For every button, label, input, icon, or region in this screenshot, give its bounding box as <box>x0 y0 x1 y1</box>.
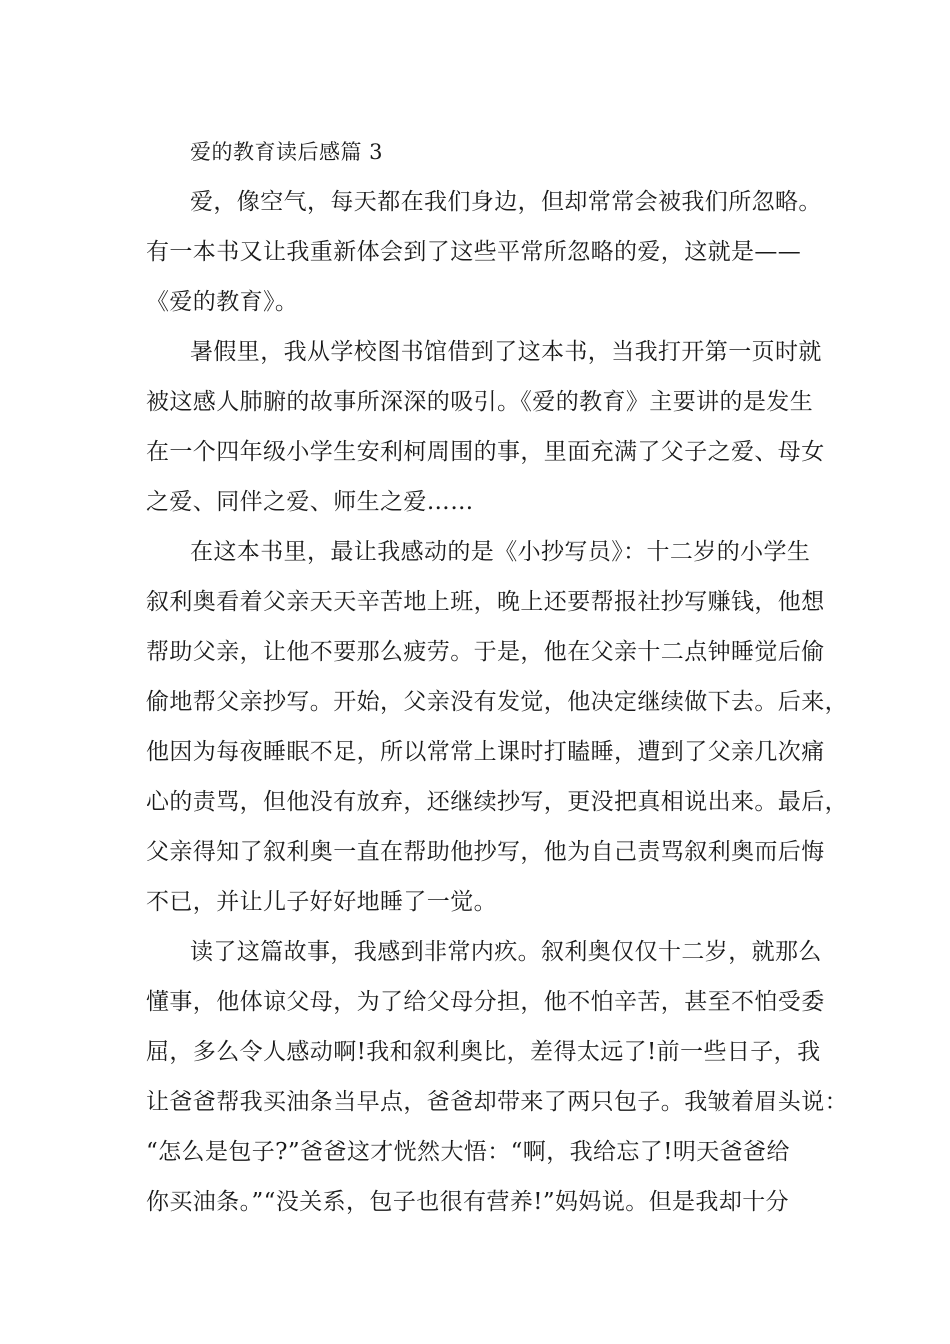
paragraph-3-line-2: 叙利奥看着父亲天天辛苦地上班，晚上还要帮报社抄写赚钱，他想 <box>146 589 825 615</box>
paragraph-4-line-3: 屈，多么令人感动啊!我和叙利奥比，差得太远了!前一些日子，我 <box>146 1039 821 1065</box>
paragraph-1-line-2: 有一本书又让我重新体会到了这些平常所忽略的爱，这就是—— <box>146 239 802 265</box>
paragraph-3-line-1: 在这本书里，最让我感动的是《小抄写员》：十二岁的小学生 <box>190 539 811 565</box>
paragraph-4-line-2: 懂事，他体谅父母，为了给父母分担，他不怕辛苦，甚至不怕受委 <box>146 989 825 1015</box>
paragraph-2-line-3: 在一个四年级小学生安利柯周围的事，里面充满了父子之爱、母女 <box>146 439 825 465</box>
paragraph-3-line-8: 不已，并让儿子好好地睡了一觉。 <box>146 889 497 915</box>
paragraph-2-line-1: 暑假里，我从学校图书馆借到了这本书，当我打开第一页时就 <box>190 339 822 365</box>
paragraph-4-line-6: 你买油条。”“没关系，包子也很有营养!”妈妈说。但是我却十分 <box>146 1189 790 1215</box>
paragraph-3-line-3: 帮助父亲，让他不要那么疲劳。于是，他在父亲十二点钟睡觉后偷 <box>146 639 825 665</box>
paragraph-4-line-5: “怎么是包子?”爸爸这才恍然大悟：“啊，我给忘了!明天爸爸给 <box>146 1139 790 1165</box>
paragraph-4-line-4: 让爸爸帮我买油条当早点，爸爸却带来了两只包子。我皱着眉头说： <box>146 1089 848 1115</box>
paragraph-1-line-1: 爱，像空气，每天都在我们身边，但却常常会被我们所忽略。 <box>190 189 822 215</box>
paragraph-4-line-1: 读了这篇故事，我感到非常内疚。叙利奥仅仅十二岁，就那么 <box>190 939 822 965</box>
paragraph-3-line-7: 父亲得知了叙利奥一直在帮助他抄写，他为自己责骂叙利奥而后悔 <box>146 839 825 865</box>
paragraph-2-line-2: 被这感人肺腑的故事所深深的吸引。《爱的教育》主要讲的是发生 <box>146 389 814 415</box>
paragraph-2-line-4: 之爱、同伴之爱、师生之爱…… <box>146 489 474 515</box>
paragraph-3-line-4: 偷地帮父亲抄写。开始，父亲没有发觉，他决定继续做下去。后来， <box>146 689 848 715</box>
document-title: 爱的教育读后感篇 3 <box>190 140 384 164</box>
paragraph-3-line-5: 他因为每夜睡眠不足，所以常常上课时打瞌睡，遭到了父亲几次痛 <box>146 739 825 765</box>
paragraph-3-line-6: 心的责骂，但他没有放弃，还继续抄写，更没把真相说出来。最后， <box>146 789 848 815</box>
paragraph-1-line-3: 《爱的教育》。 <box>146 289 299 315</box>
